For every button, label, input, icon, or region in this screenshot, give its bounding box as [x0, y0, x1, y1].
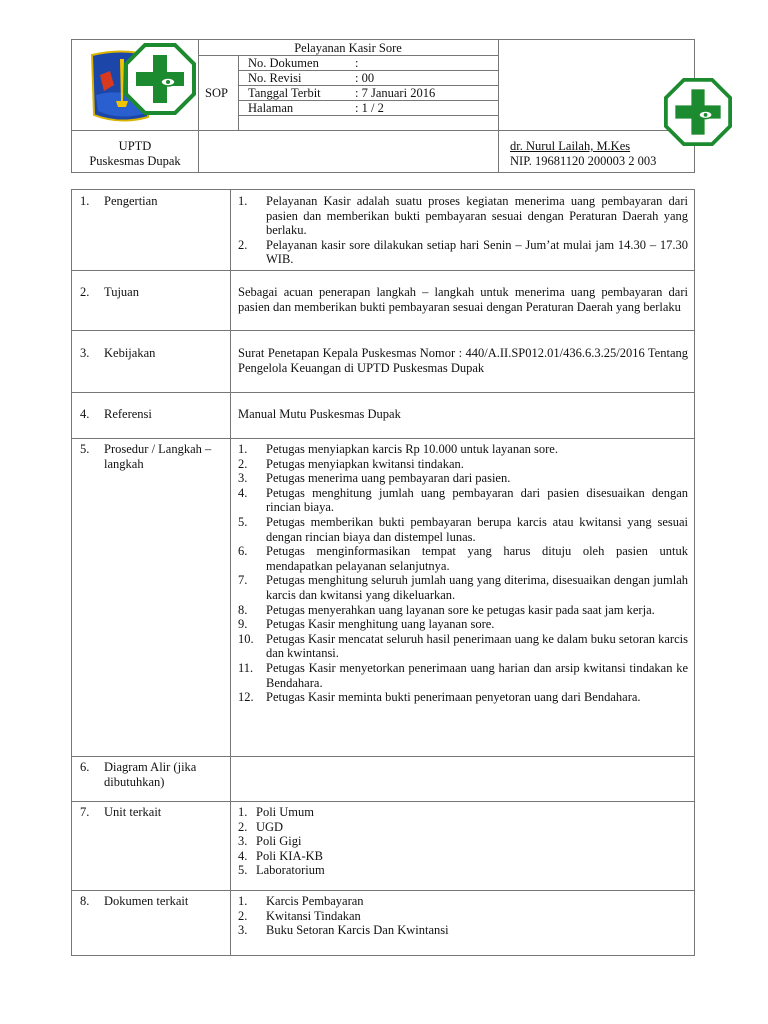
section-label: 6. Diagram Alir (jika dibutuhkan)	[80, 760, 197, 789]
section-row	[72, 281, 694, 331]
org-line1: UPTD	[118, 139, 152, 153]
list-item: 5. Petugas memberikan bukti pembayaran berupa karcis atau kwitansi yang sesuai dengan rincian biaya dan distempel lunas.	[238, 514, 688, 544]
field-value: : 1 / 2	[355, 101, 384, 115]
list-item: 2. Pelayanan kasir sore dilakukan setiap hari Senin – Jum’at mulai jam 14.30 – 17.30 WIB.	[238, 237, 688, 267]
section-label: 2. Tujuan	[80, 285, 139, 299]
section-label: 8. Dokumen terkait	[80, 894, 189, 908]
list-item: 3. Buku Setoran Karcis Dan Kwintansi	[238, 923, 449, 938]
list-item: 1. Poli Umum	[238, 805, 314, 819]
puskesmas-logo-right	[664, 78, 732, 146]
list-item: 8. Petugas menyerahkan uang layanan sore ke petugas kasir pada saat jam kerja.	[238, 602, 655, 617]
signer-nip: NIP. 19681120 200003 2 003	[510, 154, 657, 168]
list-item: 1. Karcis Pembayaran	[238, 894, 364, 908]
list-item: 12. Petugas Kasir meminta bukti penerimaan penyetoran uang dari Bendahara.	[238, 690, 641, 705]
signer-name: dr. Nurul Lailah, M.Kes	[510, 139, 631, 153]
list-item: 7. Petugas menghitung seluruh jumlah uang yang diterima, disesuaikan dengan jumlah karcis dan kwitansi yang dikeluarkan.	[238, 573, 688, 602]
header-table	[71, 39, 695, 173]
list-item: 2. UGD	[238, 819, 284, 834]
section-content: Sebagai acuan penerapan langkah – langkah untuk menerima uang pembayaran dari pasien dan memberikan bukti pembayaran sesuai dengan Peraturan Daerah yang berlaku	[238, 285, 688, 314]
list-item: 2. Kwitansi Tindakan	[238, 908, 361, 923]
field-label: Tanggal Terbit	[248, 86, 321, 100]
section-row	[72, 801, 694, 891]
section-content	[238, 894, 688, 938]
list-item: 4. Poli KIA-KB	[238, 848, 324, 863]
section-label: 7. Unit terkait	[80, 805, 162, 819]
document-title: Pelayanan Kasir Sore	[294, 41, 402, 55]
section-row	[72, 890, 694, 955]
section-row	[72, 756, 694, 802]
list-item: 10. Petugas Kasir mencatat seluruh hasil penerimaan uang ke dalam buku setoran karcis dan kwintansi.	[238, 631, 688, 661]
section-content: Surat Penetapan Kepala Puskesmas Nomor : 440/A.II.SP012.01/436.6.3.25/2016 Tentang Pengelola Keuangan di UPTD Puskesmas Dupak	[238, 346, 688, 375]
section-content	[238, 805, 688, 878]
list-item: 5. Laboratorium	[238, 863, 325, 878]
field-label: No. Revisi	[248, 71, 302, 85]
field-value: : 00	[355, 71, 375, 85]
org-line2: Puskesmas Dupak	[89, 154, 181, 168]
section-label: 4. Referensi	[80, 407, 152, 421]
sop-label: SOP	[205, 86, 228, 100]
section-row	[72, 403, 694, 439]
list-item: 3. Petugas menerima uang pembayaran dari pasien.	[238, 471, 511, 486]
list-item: 3. Poli Gigi	[238, 834, 302, 849]
field-label: Halaman	[248, 101, 294, 115]
field-value: : 7 Januari 2016	[355, 86, 436, 100]
section-content	[238, 194, 688, 267]
list-item: 4. Petugas menghitung jumlah uang pembayaran dari pasien disesuaikan dengan rincian biaya.	[238, 485, 688, 515]
section-label: 3. Kebijakan	[80, 346, 156, 360]
section-row	[72, 342, 694, 393]
field-value: :	[355, 56, 359, 70]
field-label: No. Dokumen	[248, 56, 319, 70]
section-content	[238, 442, 688, 705]
puskesmas-logo	[124, 43, 196, 115]
list-item: 2. Petugas menyiapkan kwitansi tindakan.	[238, 456, 464, 471]
list-item: 9. Petugas Kasir menghitung uang layanan sore.	[238, 617, 495, 632]
sop-body-table	[71, 189, 695, 956]
list-item: 1. Petugas menyiapkan karcis Rp 10.000 untuk layanan sore.	[238, 442, 558, 456]
section-content: Manual Mutu Puskesmas Dupak	[238, 407, 401, 421]
section-row	[72, 190, 694, 271]
section-label: 1. Pengertian	[80, 194, 158, 208]
list-item: 11. Petugas Kasir menyetorkan penerimaan uang harian dan arsip kwitansi tindakan ke Bendahara.	[238, 660, 688, 690]
section-label: 5. Prosedur / Langkah – langkah	[80, 442, 212, 471]
section-row	[72, 438, 694, 757]
list-item: 1. Pelayanan Kasir adalah suatu proses kegiatan menerima uang pembayaran dari pasien dan memberikan bukti pembayaran sesuai dengan Peraturan Daerah yang berlaku.	[238, 194, 688, 238]
list-item: 6. Petugas menginformasikan tempat yang harus dituju oleh pasien untuk mendapatkan pelayanan selanjutnya.	[238, 544, 688, 573]
